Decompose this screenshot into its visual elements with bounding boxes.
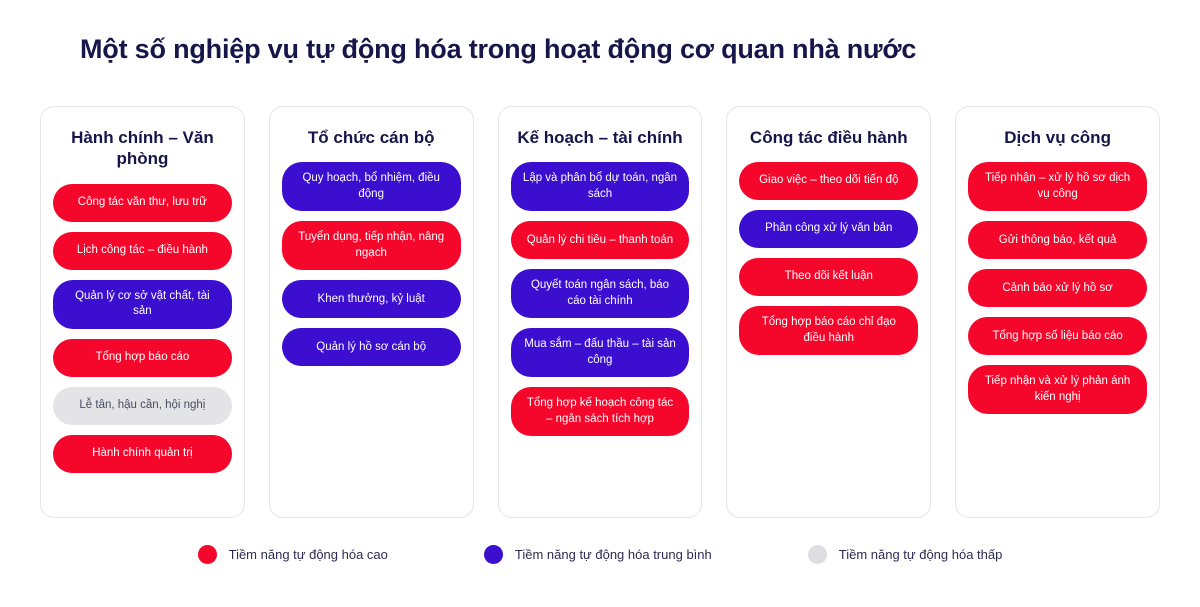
legend [0,545,1200,564]
task-label: Giao việc – theo dõi tiến độ [759,174,899,187]
column-title: Hành chính – Văn phòng [71,128,214,169]
task-label: Theo dõi kết luận [784,270,873,283]
task-label: Tổng hợp báo cáo [95,350,190,363]
task-label: Quyết toán ngân sách, báo cáo tài chính [530,279,670,307]
task-pill[interactable] [282,280,461,318]
task-list [968,162,1147,414]
task-pill[interactable] [739,210,918,248]
task-label: Quản lý cơ sở vật chất, tài sản [75,289,210,318]
task-pill[interactable] [511,221,690,259]
task-label: Lễ tân, hậu cần, hội nghị [79,398,206,411]
task-pill[interactable] [968,365,1147,414]
column-title: Dịch vụ công [1004,128,1111,147]
task-pill[interactable] [282,328,461,366]
category-column [269,106,474,518]
task-pill[interactable] [511,387,690,436]
task-label: Công tác văn thư, lưu trữ [77,195,207,208]
task-label: Gửi thông báo, kết quả [998,233,1117,246]
page-title: Một số nghiệp vụ tự động hóa trong hoạt động cơ quan nhà nước [80,34,917,64]
legend-label: Tiềm năng tự động hóa thấp [838,547,1003,562]
legend-item [198,545,388,564]
task-pill[interactable] [968,269,1147,307]
legend-item [808,545,1003,564]
task-pill[interactable] [511,162,690,211]
task-pill[interactable] [53,339,232,377]
category-column [955,106,1160,518]
task-label: Tuyển dụng, tiếp nhận, nâng ngạch [298,231,445,259]
task-pill[interactable] [968,221,1147,259]
task-list [53,184,232,473]
task-pill[interactable] [511,269,690,318]
task-pill[interactable] [53,232,232,270]
category-columns [40,106,1160,518]
task-label: Tổng hợp kế hoạch công tác – ngân sách tích hợp [526,397,674,425]
task-label: Tổng hợp báo cáo chỉ đạo điều hành [761,316,896,344]
task-label: Tiếp nhận – xử lý hồ sơ dịch vụ công [984,172,1131,200]
task-pill[interactable] [739,306,918,355]
task-pill[interactable] [739,258,918,296]
task-label: Mua sắm – đấu thầu – tài sản công [524,338,676,366]
task-list [282,162,461,366]
legend-label: Tiềm năng tự động hóa cao [228,547,388,562]
task-pill[interactable] [511,328,690,377]
category-column [40,106,245,518]
category-column [726,106,931,518]
task-label: Phân công xử lý văn bản [765,222,893,235]
legend-dot-icon [808,545,827,564]
task-label: Khen thưởng, kỷ luật [317,292,425,305]
task-pill[interactable] [53,435,232,473]
category-column [498,106,703,518]
task-label: Lịch công tác – điều hành [76,243,208,256]
task-pill[interactable] [53,387,232,425]
task-pill[interactable] [53,184,232,222]
column-title: Công tác điều hành [749,128,908,147]
task-label: Hành chính quản trị [92,446,193,459]
task-list [511,162,690,436]
task-list [739,162,918,355]
task-pill[interactable] [53,280,232,329]
task-label: Quản lý hồ sơ cán bộ [316,340,427,353]
task-label: Tiếp nhận và xử lý phản ánh kiến nghị [984,375,1131,403]
task-pill[interactable] [968,162,1147,211]
legend-dot-icon [484,545,503,564]
task-label: Quy hoạch, bổ nhiệm, điều động [302,172,440,200]
legend-item [484,545,712,564]
column-title: Tổ chức cán bộ [307,128,435,147]
task-label: Tổng hợp số liệu báo cáo [992,329,1123,342]
task-label: Quản lý chi tiêu – thanh toán [526,233,674,246]
task-label: Cảnh báo xử lý hồ sơ [1002,281,1113,294]
task-label: Lập và phân bổ dự toán, ngân sách [522,172,678,200]
legend-dot-icon [198,545,217,564]
task-pill[interactable] [282,162,461,211]
task-pill[interactable] [968,317,1147,355]
task-pill[interactable] [282,221,461,270]
column-title: Kế hoạch – tài chính [517,128,683,147]
task-pill[interactable] [739,162,918,200]
legend-label: Tiềm năng tự động hóa trung bình [514,547,712,562]
